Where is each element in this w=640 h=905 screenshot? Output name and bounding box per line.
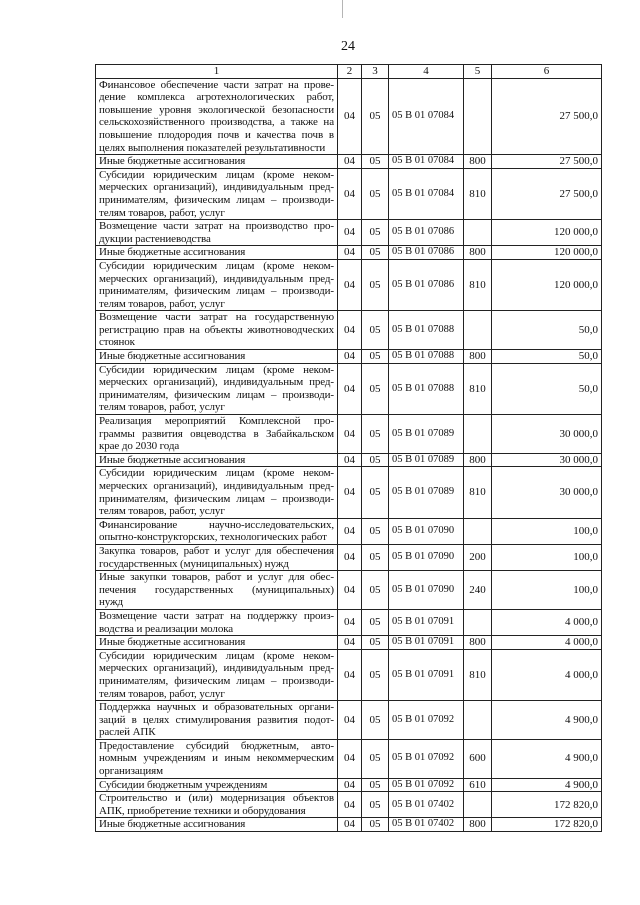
item-name-line: мерческих организаций), индивидуальным пред-: [99, 376, 334, 389]
expense-type-cell: 800: [464, 818, 492, 832]
column-header-4: 4: [389, 65, 464, 79]
item-name-cell: [96, 649, 338, 700]
section-code-cell: 04: [338, 311, 362, 350]
table-row: [96, 363, 602, 414]
target-article-cell: 05 В 01 07088: [389, 363, 464, 414]
target-article-cell: 05 В 01 07086: [389, 220, 464, 246]
expense-type-cell: 800: [464, 246, 492, 260]
table-row: [96, 778, 602, 792]
section-code-cell: 04: [338, 259, 362, 310]
item-name-line: заций в целях стимулирования развития подот-: [99, 713, 334, 726]
target-article-cell: 05 В 01 07090: [389, 544, 464, 570]
subsection-code-cell: 05: [362, 311, 389, 350]
target-article-cell: 05 В 01 07402: [389, 792, 464, 818]
item-name-line: принимателям, физическим лицам – производи-: [99, 285, 334, 298]
amount-cell: 4 900,0: [492, 778, 602, 792]
item-name-line: Субсидии бюджетным учреждениям: [99, 778, 268, 791]
section-code-cell: 04: [338, 246, 362, 260]
item-name-cell: [96, 350, 338, 364]
expense-type-cell: [464, 518, 492, 544]
subsection-code-cell: 05: [362, 168, 389, 219]
item-name-line: телям товаров, работ, услуг: [99, 505, 225, 518]
item-name-line: Иные бюджетные ассигнования: [99, 453, 246, 466]
section-code-cell: 04: [338, 701, 362, 740]
item-name-line: опытно-конструкторских, технологических работ: [99, 531, 327, 544]
item-name-line: Возмещение части затрат на производство про-: [99, 220, 334, 233]
item-name-line: регистрацию прав на объекты животноводческих: [99, 323, 334, 336]
amount-cell: 100,0: [492, 544, 602, 570]
amount-cell: 120 000,0: [492, 220, 602, 246]
table-row: [96, 168, 602, 219]
amount-cell: 30 000,0: [492, 467, 602, 518]
target-article-cell: 05 В 01 07091: [389, 609, 464, 635]
target-article-cell: 05 В 01 07084: [389, 155, 464, 169]
item-name-cell: [96, 792, 338, 818]
column-header-1: 1: [96, 65, 338, 79]
subsection-code-cell: 05: [362, 778, 389, 792]
item-name-line: Возмещение части затрат на поддержку произ-: [99, 609, 334, 622]
target-article-cell: 05 В 01 07090: [389, 571, 464, 610]
section-code-cell: 04: [338, 544, 362, 570]
table-row: [96, 311, 602, 350]
table-row: [96, 415, 602, 454]
item-name-cell: [96, 818, 338, 832]
item-name-cell: [96, 311, 338, 350]
item-name-line: организациям: [99, 765, 163, 778]
section-code-cell: 04: [338, 649, 362, 700]
item-name-line: Иные бюджетные ассигнования: [99, 350, 246, 363]
section-code-cell: 04: [338, 636, 362, 650]
subsection-code-cell: 05: [362, 259, 389, 310]
section-code-cell: 04: [338, 155, 362, 169]
expense-type-cell: 800: [464, 636, 492, 650]
item-name-line: Предоставление субсидий бюджетным, авто-: [99, 739, 334, 752]
column-header-3: 3: [362, 65, 389, 79]
item-name-line: государственных (муниципальных) нужд: [99, 557, 289, 570]
subsection-code-cell: 05: [362, 453, 389, 467]
item-name-line: Субсидии юридическим лицам (кроме неком-: [99, 363, 334, 376]
item-name-cell: [96, 220, 338, 246]
subsection-code-cell: 05: [362, 609, 389, 635]
item-name-line: повышение уровня экологической безопасности: [99, 103, 334, 116]
item-name-line: принимателям, физическим лицам – производи-: [99, 388, 334, 401]
item-name-line: телям товаров, работ, услуг: [99, 401, 225, 414]
item-name-line: Строительство и (или) модернизация объектов: [99, 792, 334, 805]
item-name-line: Возмещение части затрат на государственную: [99, 311, 334, 324]
item-name-line: Субсидии юридическим лицам (кроме неком-: [99, 168, 334, 181]
target-article-cell: 05 В 01 07089: [389, 453, 464, 467]
table-row: [96, 350, 602, 364]
item-name-cell: [96, 778, 338, 792]
item-name-line: Иные бюджетные ассигнования: [99, 636, 246, 649]
item-name-line: целях выполнения показателей результативности: [99, 141, 326, 154]
item-name-line: крае до 2030 года: [99, 440, 180, 453]
expense-type-cell: [464, 78, 492, 155]
item-name-line: АПК, приобретение техники и оборудования: [99, 804, 306, 817]
table-row: [96, 155, 602, 169]
item-name-line: принимателям, физическим лицам – производи-: [99, 193, 334, 206]
target-article-cell: 05 В 01 07088: [389, 350, 464, 364]
table-row: [96, 818, 602, 832]
amount-cell: 120 000,0: [492, 246, 602, 260]
expense-type-cell: 610: [464, 778, 492, 792]
target-article-cell: 05 В 01 07086: [389, 246, 464, 260]
subsection-code-cell: 05: [362, 350, 389, 364]
subsection-code-cell: 05: [362, 518, 389, 544]
item-name-cell: [96, 78, 338, 155]
amount-cell: 172 820,0: [492, 792, 602, 818]
table-row: [96, 453, 602, 467]
table-row: [96, 259, 602, 310]
item-name-cell: [96, 609, 338, 635]
item-name-cell: [96, 739, 338, 778]
item-name-line: стоянок: [99, 336, 135, 349]
expense-type-cell: 200: [464, 544, 492, 570]
table-row: [96, 78, 602, 155]
section-code-cell: 04: [338, 363, 362, 414]
subsection-code-cell: 05: [362, 701, 389, 740]
table-row: [96, 636, 602, 650]
table-row: [96, 544, 602, 570]
expense-type-cell: 810: [464, 168, 492, 219]
item-name-line: Субсидии юридическим лицам (кроме неком-: [99, 259, 334, 272]
expense-type-cell: [464, 311, 492, 350]
expense-type-cell: 240: [464, 571, 492, 610]
item-name-cell: [96, 636, 338, 650]
amount-cell: 50,0: [492, 350, 602, 364]
section-code-cell: 04: [338, 571, 362, 610]
item-name-line: Иные закупки товаров, работ и услуг для обес-: [99, 571, 334, 584]
item-name-line: дение комплекса агротехнологических работ,: [99, 91, 334, 104]
subsection-code-cell: 05: [362, 636, 389, 650]
target-article-cell: 05 В 01 07092: [389, 739, 464, 778]
target-article-cell: 05 В 01 07088: [389, 311, 464, 350]
table-header-row: [96, 65, 602, 79]
target-article-cell: 05 В 01 07084: [389, 168, 464, 219]
expense-type-cell: [464, 220, 492, 246]
column-header-5: 5: [464, 65, 492, 79]
target-article-cell: 05 В 01 07089: [389, 415, 464, 454]
table-row: [96, 220, 602, 246]
item-name-line: Закупка товаров, работ и услуг для обеспечения: [99, 544, 334, 557]
subsection-code-cell: 05: [362, 363, 389, 414]
page-number: 24: [341, 39, 355, 54]
amount-cell: 4 900,0: [492, 701, 602, 740]
subsection-code-cell: 05: [362, 739, 389, 778]
item-name-line: Поддержка научных и образовательных органи-: [99, 701, 334, 714]
item-name-cell: [96, 701, 338, 740]
item-name-line: раслей АПК: [99, 726, 156, 739]
expense-type-cell: [464, 701, 492, 740]
item-name-line: мерческих организаций), индивидуальным пред-: [99, 272, 334, 285]
item-name-line: Финансирование научно-исследовательских,: [99, 518, 334, 531]
expense-type-cell: 810: [464, 259, 492, 310]
item-name-cell: [96, 453, 338, 467]
table-row: [96, 518, 602, 544]
table-body: [96, 65, 602, 832]
item-name-line: печения государственных (муниципальных): [99, 583, 334, 596]
expense-type-cell: 800: [464, 155, 492, 169]
amount-cell: 27 500,0: [492, 78, 602, 155]
expense-type-cell: [464, 415, 492, 454]
section-code-cell: 04: [338, 350, 362, 364]
target-article-cell: 05 В 01 07089: [389, 467, 464, 518]
item-name-line: номным учреждениям и иным некоммерческим: [99, 752, 334, 765]
item-name-line: водства и реализации молока: [99, 622, 234, 635]
expense-type-cell: 800: [464, 350, 492, 364]
subsection-code-cell: 05: [362, 467, 389, 518]
target-article-cell: 05 В 01 07091: [389, 649, 464, 700]
amount-cell: 4 000,0: [492, 609, 602, 635]
column-header-6: 6: [492, 65, 602, 79]
section-code-cell: 04: [338, 792, 362, 818]
table-row: [96, 467, 602, 518]
item-name-cell: [96, 259, 338, 310]
item-name-line: мерческих организаций), индивидуальным пред-: [99, 181, 334, 194]
table-row: [96, 792, 602, 818]
item-name-line: нужд: [99, 596, 124, 609]
amount-cell: 50,0: [492, 311, 602, 350]
item-name-line: Реализация мероприятий Комплексной про-: [99, 415, 334, 428]
item-name-line: телям товаров, работ, услуг: [99, 206, 225, 219]
subsection-code-cell: 05: [362, 792, 389, 818]
amount-cell: 30 000,0: [492, 453, 602, 467]
item-name-cell: [96, 518, 338, 544]
item-name-line: принимателям, физическим лицам – производи-: [99, 492, 334, 505]
expense-type-cell: 810: [464, 649, 492, 700]
item-name-line: дукции растениеводства: [99, 232, 211, 245]
item-name-line: сельскохозяйственного производства, а также на: [99, 116, 334, 129]
amount-cell: 27 500,0: [492, 155, 602, 169]
expense-type-cell: [464, 609, 492, 635]
section-code-cell: 04: [338, 168, 362, 219]
subsection-code-cell: 05: [362, 246, 389, 260]
section-code-cell: 04: [338, 609, 362, 635]
table-row: [96, 739, 602, 778]
table-row: [96, 609, 602, 635]
target-article-cell: 05 В 01 07084: [389, 78, 464, 155]
expense-type-cell: 600: [464, 739, 492, 778]
amount-cell: 30 000,0: [492, 415, 602, 454]
subsection-code-cell: 05: [362, 649, 389, 700]
budget-table: [95, 64, 602, 832]
item-name-cell: [96, 467, 338, 518]
section-code-cell: 04: [338, 818, 362, 832]
subsection-code-cell: 05: [362, 818, 389, 832]
expense-type-cell: 810: [464, 363, 492, 414]
item-name-line: Субсидии юридическим лицам (кроме неком-: [99, 467, 334, 480]
section-code-cell: 04: [338, 78, 362, 155]
target-article-cell: 05 В 01 07092: [389, 701, 464, 740]
section-code-cell: 04: [338, 739, 362, 778]
table-row: [96, 571, 602, 610]
table-row: [96, 701, 602, 740]
amount-cell: 27 500,0: [492, 168, 602, 219]
subsection-code-cell: 05: [362, 155, 389, 169]
amount-cell: 4 000,0: [492, 649, 602, 700]
item-name-line: Субсидии юридическим лицам (кроме неком-: [99, 649, 334, 662]
expense-type-cell: 810: [464, 467, 492, 518]
target-article-cell: 05 В 01 07402: [389, 818, 464, 832]
item-name-cell: [96, 246, 338, 260]
target-article-cell: 05 В 01 07091: [389, 636, 464, 650]
subsection-code-cell: 05: [362, 571, 389, 610]
table-row: [96, 246, 602, 260]
item-name-line: телям товаров, работ, услуг: [99, 297, 225, 310]
subsection-code-cell: 05: [362, 78, 389, 155]
item-name-line: Иные бюджетные ассигнования: [99, 246, 246, 259]
amount-cell: 4 000,0: [492, 636, 602, 650]
section-code-cell: 04: [338, 778, 362, 792]
section-code-cell: 04: [338, 220, 362, 246]
subsection-code-cell: 05: [362, 415, 389, 454]
section-code-cell: 04: [338, 467, 362, 518]
item-name-line: Финансовое обеспечение части затрат на прове-: [99, 78, 334, 91]
amount-cell: 120 000,0: [492, 259, 602, 310]
subsection-code-cell: 05: [362, 220, 389, 246]
amount-cell: 4 900,0: [492, 739, 602, 778]
item-name-cell: [96, 363, 338, 414]
target-article-cell: 05 В 01 07092: [389, 778, 464, 792]
item-name-cell: [96, 571, 338, 610]
item-name-line: телям товаров, работ, услуг: [99, 687, 225, 700]
item-name-cell: [96, 155, 338, 169]
item-name-line: мерческих организаций), индивидуальным пред-: [99, 480, 334, 492]
target-article-cell: 05 В 01 07086: [389, 259, 464, 310]
column-header-2: 2: [338, 65, 362, 79]
amount-cell: 100,0: [492, 571, 602, 610]
section-code-cell: 04: [338, 518, 362, 544]
target-article-cell: 05 В 01 07090: [389, 518, 464, 544]
table-row: [96, 649, 602, 700]
section-code-cell: 04: [338, 415, 362, 454]
item-name-line: граммы развития овцеводства в Забайкальском: [99, 427, 334, 440]
subsection-code-cell: 05: [362, 544, 389, 570]
amount-cell: 100,0: [492, 518, 602, 544]
item-name-cell: [96, 168, 338, 219]
amount-cell: 50,0: [492, 363, 602, 414]
scan-mark: [342, 0, 343, 18]
item-name-line: повышение плодородия почв и качества почв в: [99, 128, 334, 141]
item-name-cell: [96, 415, 338, 454]
item-name-line: принимателям, физическим лицам – производи-: [99, 674, 334, 687]
expense-type-cell: [464, 792, 492, 818]
item-name-cell: [96, 544, 338, 570]
section-code-cell: 04: [338, 453, 362, 467]
expense-type-cell: 800: [464, 453, 492, 467]
item-name-line: Иные бюджетные ассигнования: [99, 155, 246, 168]
item-name-line: Иные бюджетные ассигнования: [99, 818, 246, 831]
amount-cell: 172 820,0: [492, 818, 602, 832]
item-name-line: мерческих организаций), индивидуальным пред-: [99, 662, 334, 675]
